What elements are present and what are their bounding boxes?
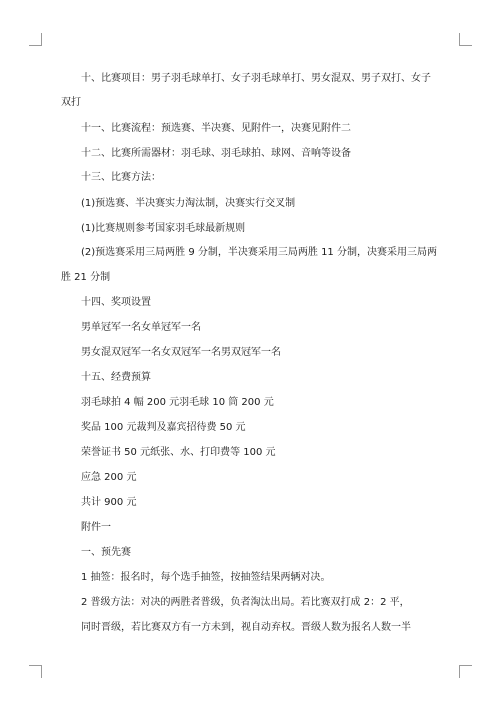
crop-mark-top-left [29, 33, 42, 46]
paragraph-line: 十三、比赛方法： [81, 172, 161, 183]
section-heading: 附件一 [81, 522, 111, 533]
paragraph-line: 男女混双冠军一名女双冠军一名男双冠军一名 [81, 347, 281, 358]
paragraph-line: 十二、比赛所需器材：羽毛球、羽毛球拍、球网、音响等设备 [81, 148, 351, 159]
crop-mark-bottom-left [29, 665, 42, 678]
paragraph-line: 十、比赛项目：男子羽毛球单打、女子羽毛球单打、男女混双、男子双打、女子 [81, 73, 431, 84]
paragraph-line: 十一、比赛流程：预选赛、半决赛、见附件一，决赛见附件二 [81, 123, 351, 134]
paragraph-line: (1)预选赛、半决赛实力淘汰制，决赛实行交叉制 [81, 198, 296, 209]
paragraph-line: 男单冠军一名女单冠军一名 [81, 322, 201, 333]
paragraph-line: 羽毛球拍 4 幅 200 元羽毛球 10 筒 200 元 [81, 397, 274, 408]
paragraph-line: 奖品 100 元裁判及嘉宾招待费 50 元 [81, 422, 246, 433]
paragraph-line: 荣誉证书 50 元纸张、水、打印费等 100 元 [81, 447, 276, 458]
paragraph-line: 应急 200 元 [81, 472, 137, 483]
section-heading: 十四、奖项设置 [81, 297, 151, 308]
paragraph-line: 胜 21 分制 [61, 272, 111, 283]
section-heading: 十五、经费预算 [81, 372, 151, 383]
paragraph-line: 2 普级方法：对决的两胜者普级，负者淘汰出局。若比赛双打成 2：2 平， [81, 597, 410, 608]
paragraph-line: 双打 [61, 97, 81, 108]
paragraph-line: (2)预选赛采用三局两胜 9 分制，半决赛采用三局两胜 11 分制，决赛采用三局两 [81, 247, 437, 258]
paragraph-line: 1 抽签：报名时，每个选手抽签，按抽签结果两辆对决。 [81, 572, 331, 583]
crop-mark-bottom-right [459, 665, 472, 678]
crop-mark-top-right [459, 33, 472, 46]
section-heading: 一、预先赛 [81, 547, 131, 558]
paragraph-line: 同时晋级，若比赛双方有一方未到，视自动弃权。晋级人数为报名人数一半 [81, 622, 411, 633]
paragraph-line: 共计 900 元 [81, 497, 137, 508]
paragraph-line: (1)比赛规则参考国家羽毛球最新规则 [81, 223, 246, 234]
